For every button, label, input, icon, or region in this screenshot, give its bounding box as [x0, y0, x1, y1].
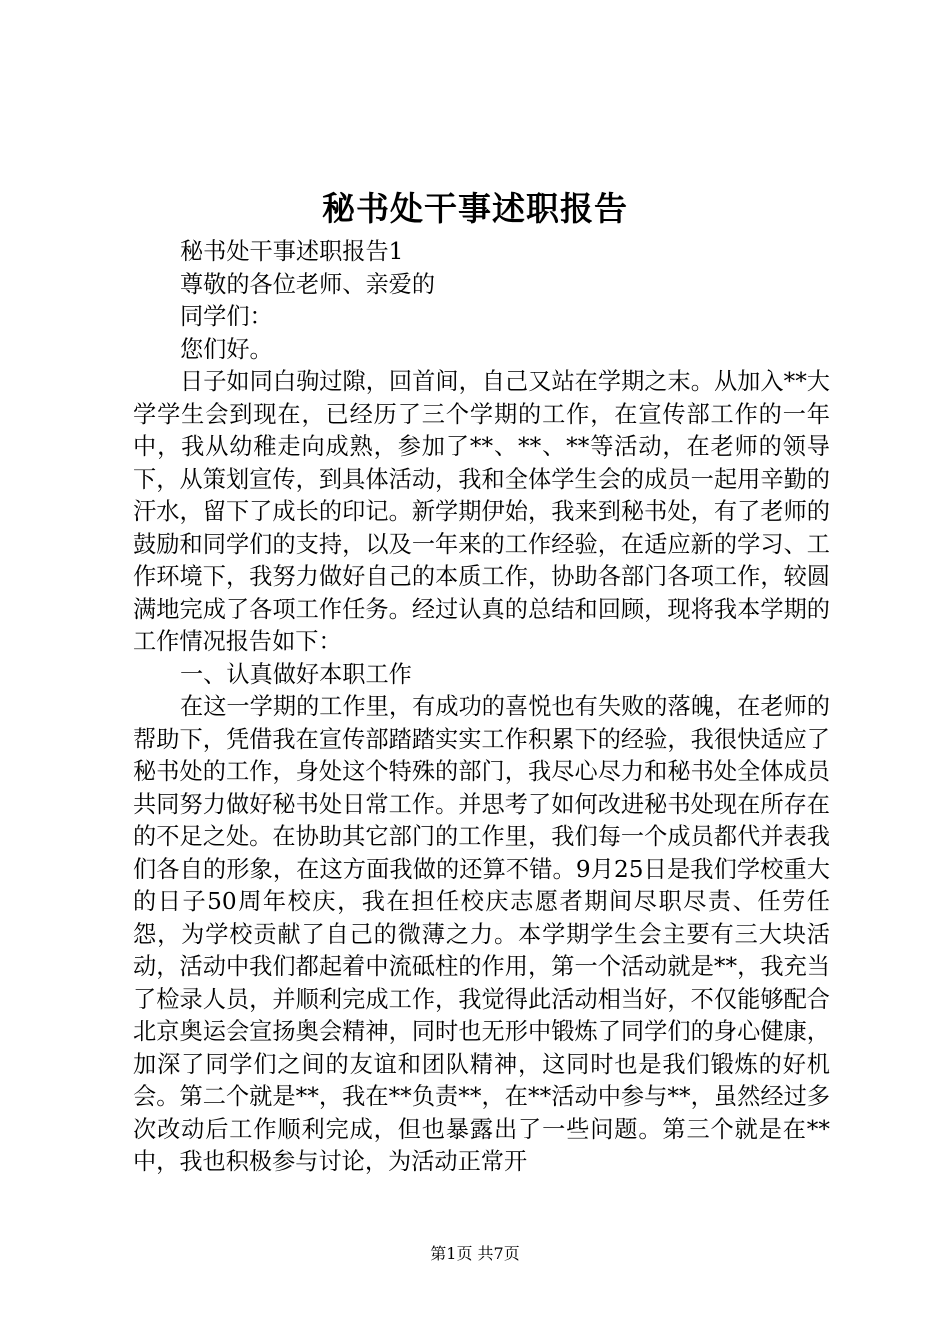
greeting-line-2: 同学们：	[180, 303, 273, 330]
document-title: 秘书处干事述职报告	[322, 189, 628, 228]
greeting-line-1: 尊敬的各位老师、亲爱的	[180, 270, 436, 298]
report-subtitle: 秘书处干事述职报告1	[180, 238, 404, 265]
paragraph-intro: 日子如同白驹过隙，回首间，自己又站在学期之末。从加入**大学学生会到现在，已经历了三个学期的工作，在宣传部工作的一年中，我从幼稚走向成熟，参加了**、**、**等活动，在老师的领导下，从策划宣传，到具体活动，我和全体学生会的成员一起用辛勤的汗水，留下了成长的印记。新学期伊始，我来到秘书处，有了老师的鼓励和同学们的支持，以及一年来的工作经验，在适应新的学习、工作环境下，我努力做好自己的本质工作，协助各部门各项工作，较圆满地完成了各项工作任务。经过认真的总结和回顾，现将我本学期的工作情况报告如下：	[133, 368, 830, 655]
document-body	[133, 236, 830, 1179]
paragraph-section-1: 在这一学期的工作里，有成功的喜悦也有失败的落魄，在老师的帮助下，凭借我在宣传部踏踏实实工作积累下的经验，我很快适应了秘书处的工作，身处这个特殊的部门，我尽心尽力和秘书处全体成员共同努力做好秘书处日常工作。并思考了如何改进秘书处现在所存在的不足之处。在协助其它部门的工作里，我们每一个成员都代并表我们各自的形象，在这方面我做的还算不错。9月25日是我们学校重大的日子50周年校庆，我在担任校庆志愿者期间尽职尽责、任劳任怨，为学校贡献了自己的微薄之力。本学期学生会主要有三大块活动，活动中我们都起着中流砥柱的作用，第一个活动就是**，我充当了检录人员，并顺利完成工作，我觉得此活动相当好，不仅能够配合北京奥运会宣扬奥会精神，同时也无形中锻炼了同学们的身心健康，加深了同学们之间的友谊和团队精神，这同时也是我们锻炼的好机会。第二个就是**，我在**负责**，在**活动中参与**，虽然经过多次改动后工作顺利完成，但也暴露出了一些问题。第三个就是在**中，我也积极参与讨论，为活动正常开	[133, 693, 830, 1175]
section-heading-1: 一、认真做好本职工作	[180, 660, 412, 688]
page-footer: 第1页 共7页	[430, 1244, 520, 1263]
hello-line: 您们好。	[180, 335, 273, 363]
